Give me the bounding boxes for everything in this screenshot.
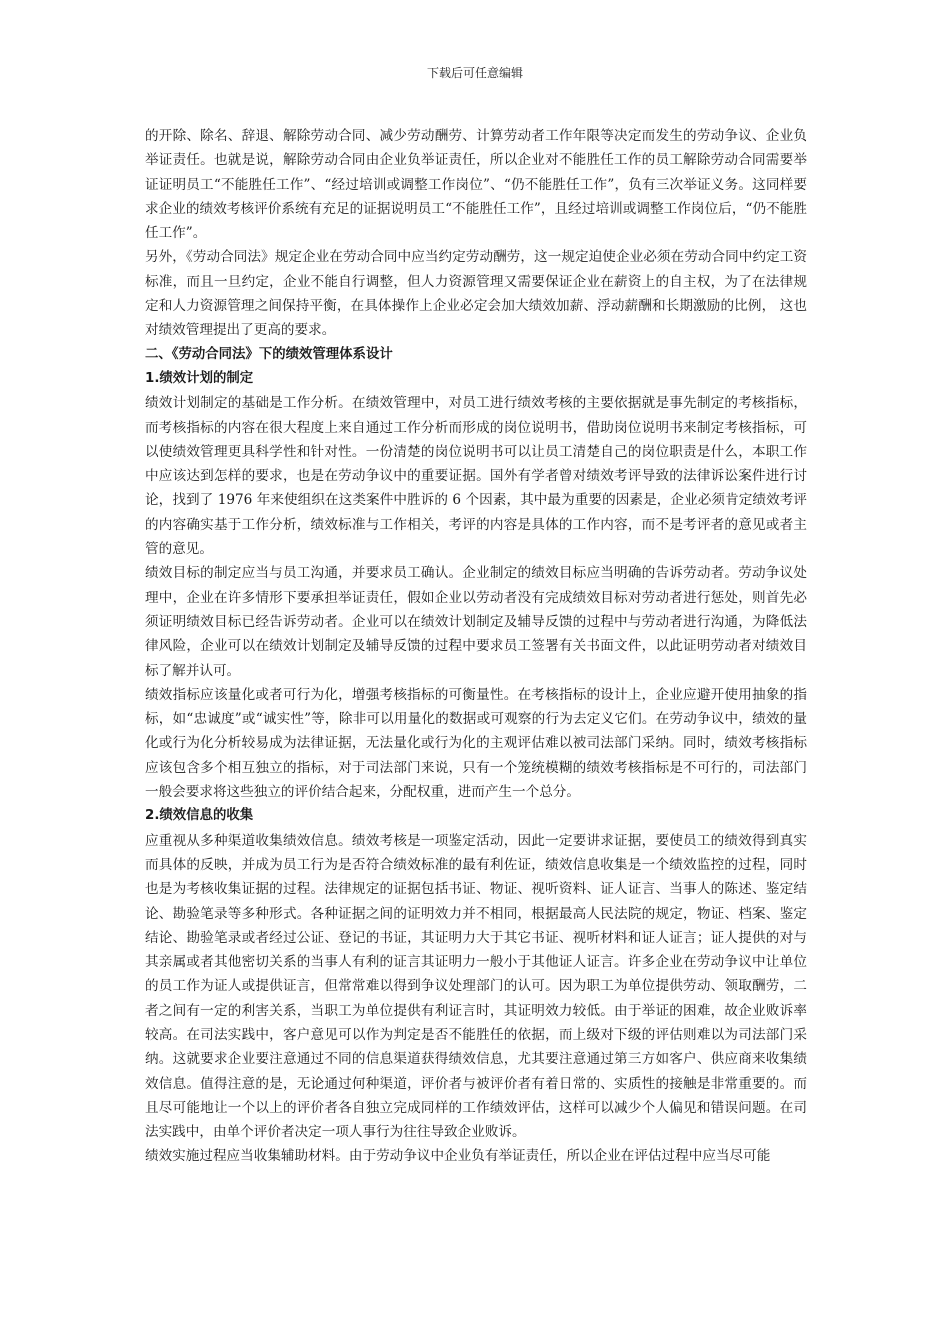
paragraph: 绩效实施过程应当收集辅助材料。由于劳动争议中企业负有举证责任，所以企业在评估过程中应当尽可能 — [145, 1148, 771, 1165]
document-body — [145, 124, 807, 1169]
page-header: 下载后可任意编辑 — [426, 66, 523, 80]
subsection-heading: 1.绩效计划的制定 — [145, 370, 254, 386]
paragraph: 应重视从多种渠道收集绩效信息。绩效考核是一项鉴定活动，因此一定要讲求证据，要使员工的绩效得到真实而具体的反映，并成为员工行为是否符合绩效标准的最有利佐证，绩效信息收集是一个绩效监控的过程，同时也是为考核收集证据的过程。法律规定的证据包括书证、物证、视听资料、证人证言、当事人的陈述、鉴定结论、勘验笔录等多种形式。各种证据之间的证明效力并不相同，根据最高人民法院的规定，物证、档案、鉴定结论、勘验笔录或者经过公证、登记的书证，其证明力大于其它书证、视听材料和证人证言；证人提供的对与其亲属或者其他密切关系的当事人有利的证言其证明力一般小于其他证人证言。许多企业在劳动争议中让单位的员工作为证人或提供证言，但常常难以得到争议处理部门的认可。因为职工为单位提供劳动、领取酬劳，二者之间有一定的利害关系，当职工为单位提供有利证言时，其证明效力较低。由于举证的困难，故企业败诉率较高。在司法实践中，客户意见可以作为判定是否不能胜任的依据，而上级对下级的评估则难以为司法部门采纳。这就要求企业要注意通过不同的信息渠道获得绩效信息，尤其要注意通过第三方如客户、供应商来收集绩效信息。值得注意的是，无论通过何种渠道，评价者与被评价者有着日常的、实质性的接触是非常重要的。而且尽可能地让一个以上的评价者各自独立完成同样的工作绩效评估，这样可以减少个人偏见和错误问题。在司法实践中，由单个评价者决定一项人事行为往往导致企业败诉。 — [145, 832, 807, 1141]
paragraph: 绩效目标的制定应当与员工沟通，并要求员工确认。企业制定的绩效目标应当明确的告诉劳动者。劳动争议处理中，企业在许多情形下要承担举证责任，假如企业以劳动者没有完成绩效目标对劳动者进行惩处，则首先必须证明绩效目标已经告诉劳动者。企业可以在绩效计划制定及辅导反馈的过程中与劳动者进行沟通，为降低法律风险，企业可以在绩效计划制定及辅导反馈的过程中要求员工签署有关书面文件，以此证明劳动者对绩效目标了解并认可。 — [145, 565, 807, 679]
paragraph: 另外，《劳动合同法》规定企业在劳动合同中应当约定劳动酬劳，这一规定迫使企业必须在劳动合同中约定工资标准，而且一旦约定，企业不能自行调整，但人力资源管理又需要保证企业在薪资上的自主权，为了在法律规定和人力资源管理之间保持平衡，在具体操作上企业必定会加大绩效加薪、浮动薪酬和长期激励的比例， 这也对绩效管理提出了更高的要求。 — [145, 249, 807, 339]
section-heading: 二、《劳动合同法》下的绩效管理体系设计 — [145, 346, 393, 362]
paragraph: 的开除、除名、辞退、解除劳动合同、减少劳动酬劳、计算劳动者工作年限等决定而发生的劳动争议、企业负举证责任。也就是说，解除劳动合同由企业负举证责任，所以企业对不能胜任工作的员工解除劳动合同需要举证证明员工“不能胜任工作”、“经过培训或调整工作岗位”、“仍不能胜任工作”，负有三次举证义务。这同样要求企业的绩效考核评价系统有充足的证据说明员工“不能胜任工作”，且经过培训或调整工作岗位后，“仍不能胜任工作”。 — [145, 128, 807, 242]
subsection-heading: 2.绩效信息的收集 — [145, 808, 254, 824]
paragraph: 绩效计划制定的基础是工作分析。在绩效管理中，对员工进行绩效考核的主要依据就是事先制定的考核指标，而考核指标的内容在很大程度上来自通过工作分析而形成的岗位说明书，借助岗位说明书来制定考核指标，可以使绩效管理更具科学性和针对性。一份清楚的岗位说明书可以让员工清楚自己的岗位职责是什么，本职工作中应该达到怎样的要求，也是在劳动争议中的重要证据。国外有学者曾对绩效考评导致的法律诉讼案件进行讨论，找到了 1976 年来使组织在这类案件中胜诉的 6 个因素，其中最为重要的因素是，企业必须肯定绩效考评的内容确实基于工作分析，绩效标准与工作相关，考评的内容是具体的工作内容，而不是考评者的意见或者主管的意见。 — [145, 395, 807, 558]
paragraph: 绩效指标应该量化或者可行为化，增强考核指标的可衡量性。在考核指标的设计上，企业应避开使用抽象的指标，如“忠诚度”或“诚实性”等，除非可以用量化的数据或可观察的行为去定义它们。在劳动争议中，绩效的量化或行为化分析较易成为法律证据，无法量化或行为化的主观评估难以被司法部门采纳。同时，绩效考核指标应该包含多个相互独立的指标，对于司法部门来说，只有一个笼统模糊的绩效考核指标是不可行的，司法部门一般会要求将这些独立的评价结合起来，分配权重，进而产生一个总分。 — [145, 686, 807, 801]
